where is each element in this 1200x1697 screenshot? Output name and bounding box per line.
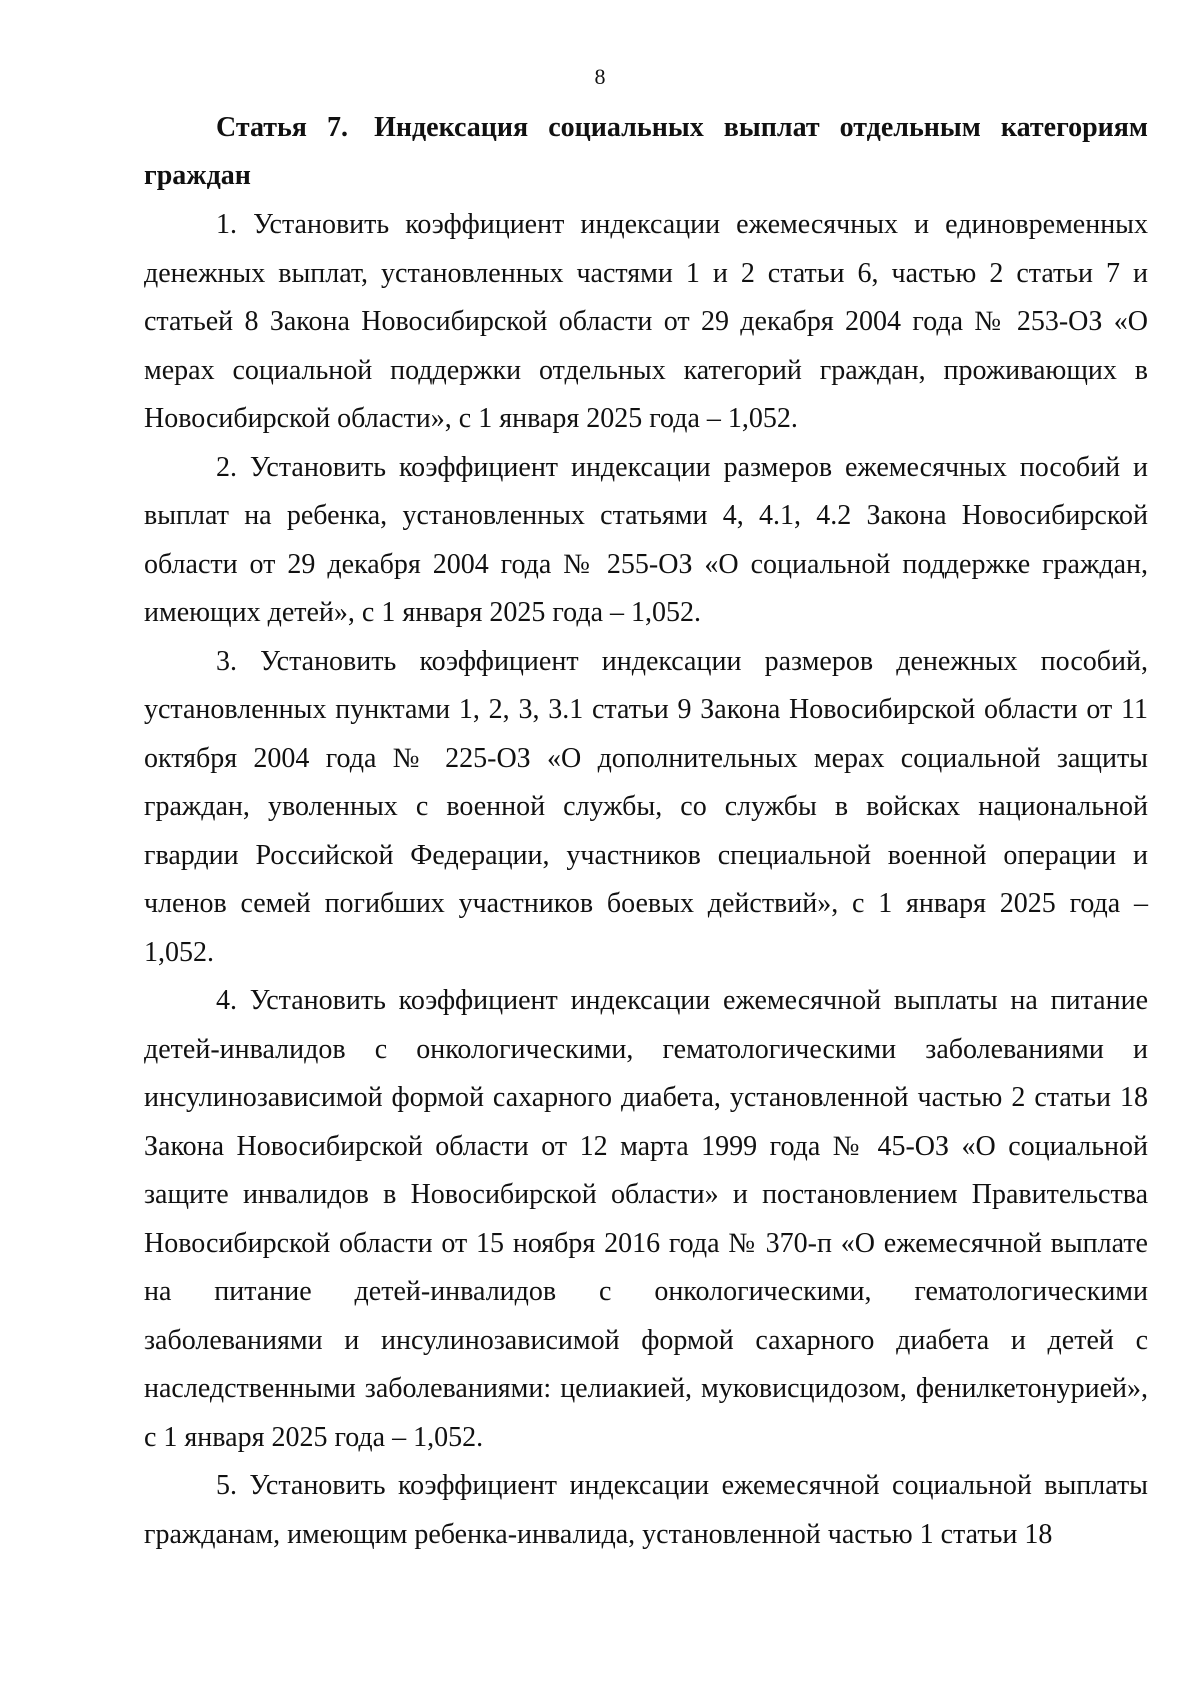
page-number: 8 xyxy=(594,64,606,89)
article-heading xyxy=(144,104,1148,200)
paragraph-1: 1. Установить коэффициент индексации ежемесячных и единовременных денежных выплат, установленных частями 1 и 2 статьи 6, частью 2 статьи 7 и статьей 8 Закона Новосибирской области от 29 декабря 2004 года № 253-ОЗ «О мерах социальной поддержки отдельных категорий граждан, проживающих в Новосибирской области», с 1 января 2025 года – 1,052. xyxy=(144,209,1148,434)
paragraph-2: 2. Установить коэффициент индексации размеров ежемесячных пособий и выплат на ребенка, установленных статьями 4, 4.1, 4.2 Закона Новосибирской области от 29 декабря 2004 года № 255-ОЗ «О социальной поддержке граждан, имеющих детей», с 1 января 2025 года – 1,052. xyxy=(144,451,1148,628)
paragraph-4: 4. Установить коэффициент индексации ежемесячной выплаты на питание детей-инвалидов с онкологическими, гематологическими заболеваниями и инсулинозависимой формой сахарного диабета, установленной частью 2 статьи 18 Закона Новосибирской области от 12 марта 1999 года № 45-ОЗ «О социальной защите инвалидов в Новосибирской области» и постановлением Правительства Новосибирской области от 15 ноября 2016 года № 370-п «О ежемесячной выплате на питание детей-инвалидов с онкологическими, гематологическими заболеваниями и инсулинозависимой формой сахарного диабета и детей с наследственными заболеваниями: целиакией, муковисцидозом, фенилкетонурией», с 1 января 2025 года – 1,052. xyxy=(144,985,1148,1453)
paragraph-5: 5. Установить коэффициент индексации ежемесячной социальной выплаты гражданам, имеющим ребенка-инвалида, установленной частью 1 статьи 18 xyxy=(144,1470,1148,1550)
article-number: Статья 7. xyxy=(216,112,348,143)
document-body xyxy=(144,104,1148,1559)
paragraph-3: 3. Установить коэффициент индексации размеров денежных пособий, установленных пунктами 1, 2, 3, 3.1 статьи 9 Закона Новосибирской области от 11 октября 2004 года № 225-ОЗ «О дополнительных мерах социальной защиты граждан, уволенных с военной службы, со службы в войсках национальной гвардии Российской Федерации, участников специальной военной операции и членов семей погибших участников боевых действий», с 1 января 2025 года – 1,052. xyxy=(144,645,1148,968)
article-title: Индексация социальных выплат отдельным категориям граждан xyxy=(144,112,1149,191)
